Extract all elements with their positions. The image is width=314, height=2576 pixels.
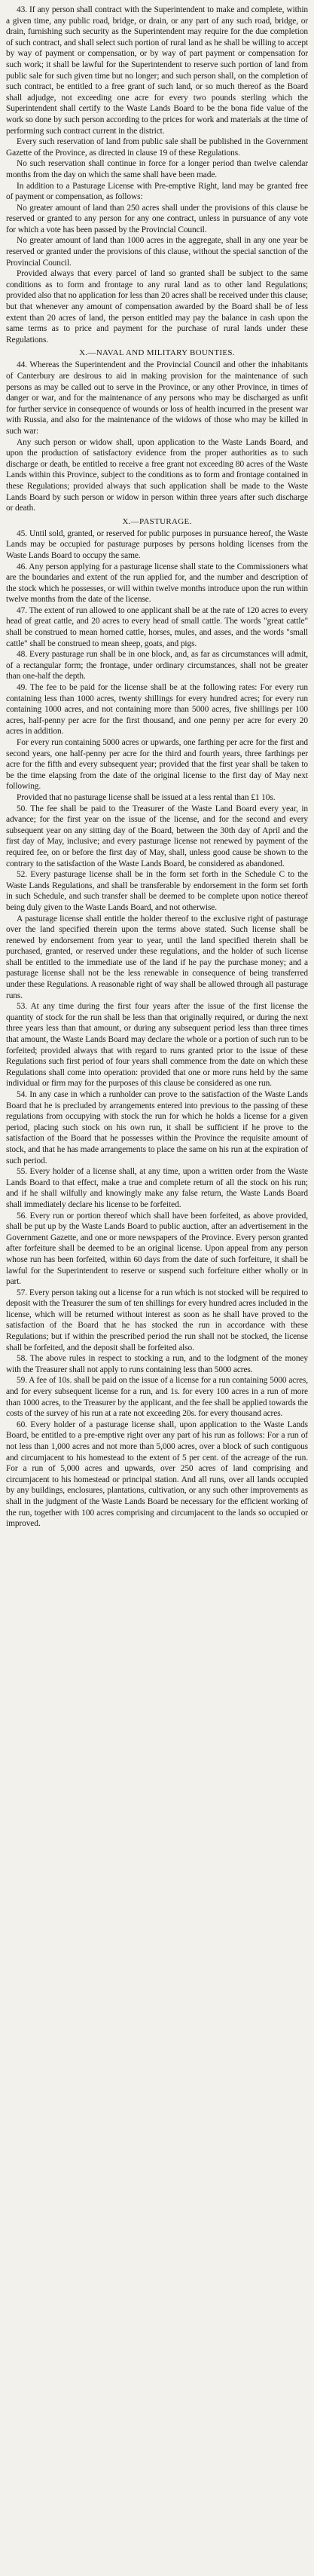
- clause-44: 44. Whereas the Superintendent and the Provincial Council and other the inhabitants of Canterbury are desirous to aid in making provision for the maintenance of such persons as may be called out to serve in the Province, or any other Province, in times of danger or war, and for the maintenance of any persons who may be discharged as unfit for further service in consequence of wounds or loss of health incurred in the present war with Russia, and also for the maintenance of the widows of those who may be killed in such war:: [6, 360, 308, 436]
- clause-52: 52. Every pasturage license shall be in the form set forth in the Schedule C to the Waste Lands Regulations, and shall be transferable by endorsement in the form set forth in such Schedule, and such transfer shall be deemed to be complete upon notice thereof being duly given to the Waste Lands Board, and not otherwise.: [6, 870, 308, 912]
- clause-56: 56. Every run or portion thereof which shall have been forfeited, as above provided, shall be put up by the Waste Lands Board to public auction, after an advertisement in the Government Gazette, and one or more newspapers of the Province. Every person granted after forfeiture shall be deemed to be an original license. Upon appeal from any person whose run has been forfeited, within 60 days from the date of such forfeiture, it shall be lawful for the Superintendent to reserve or suspend such forfeiture either wholly or in part.: [6, 1211, 308, 1287]
- clause-43-reservation-published: Every such reservation of land from public sale shall be published in the Government Gazette of the Province, as directed in clause 19 of these Regulations.: [6, 137, 308, 158]
- clause-43-proviso: Provided always that every parcel of land so granted shall be subject to the same conditions as to form and frontage to any rural land as to other land Regulations; provided also that no application for less than 20 acres shall be received under this clause; but that whenever any amount of compensation awarded by the Board shall be of less extent than 20 acres of land, the person entitled may pay the balance in cash upon the same terms as to price and payment for the purchase of rural lands under these Regulations.: [6, 269, 308, 345]
- clause-54: 54. In any case in which a runholder can prove to the satisfaction of the Waste Lands Board that he is precluded by arrangements entered into previous to the passing of these regulations from occupying with stock the run for which he holds a license for a given period, placing such stock on his own run, it shall be sufficient if he prove to the satisfaction of the Board that he possesses within the Province the requisite amount of stock, and that he has made arrangements to place the same on his run at the expiration of such period.: [6, 1090, 308, 1165]
- clause-43-max-per-year: No greater amount of land than 1000 acres in the aggregate, shall in any one year be reserved or granted under the provisions of this clause, without the special sanction of the Provincial Council.: [6, 236, 308, 268]
- clause-49: 49. The fee to be paid for the license shall be at the following rates: For every run containing less than 1000 acres, twenty shillings for every hundred acres; for every run containing 1000 acres, and not containing more than 5000 acres, five shillings per 100 acres, half-penny per acre for the first thousand, and one penny per acre for every 20 acres in addition.: [6, 683, 308, 737]
- clause-49-minimum-rental: Provided that no pasturage license shall be issued at a less rental than £1 10s.: [17, 792, 276, 802]
- clause-59: 59. A fee of 10s. shall be paid on the issue of a license for a run containing 5000 acres, and for every subsequent license for a run, and 1s. for every 100 acres in a run of more than 1000 acres, to the Treasurer by the applicant, and the fee shall be applied towards the costs of the survey of his run at a rate not exceeding 20s. for every thousand acres.: [6, 1376, 308, 1419]
- clause-48: 48. Every pasturage run shall be in one block, and, as far as circumstances will admit, of a rectangular form; the frontage, under ordinary circumstances, shall not be greater than one-half the depth.: [6, 650, 308, 682]
- clause-53: 53. At any time during the first four years after the issue of the first license the quantity of stock for the run shall be less than that originally required, or during the next three years less than that amount, or during any subsequent period less than three times that amount, the Waste Lands Board may declare the whole or a portion of such run to be forfeited; provided always that with regard to runs granted prior to the issue of these Regulations such first period of four years shall commence from the date on which these Regulations shall come into operation: provided that one or more runs held by the same individual or firm may for the purposes of this clause be considered as one run.: [6, 1002, 308, 1089]
- section-heading-pasturage: X.—PASTURAGE.: [122, 516, 192, 526]
- clause-52-license-rights: A pasturage license shall entitle the holder thereof to the exclusive right of pasturage over the land specified therein upon the terms above stated. Such license shall be renewed by endorsement from year to year, until the land specified therein shall be purchased, granted, or reserved under these regulations, and the holder of such license shall be entitled to the immediate use of the land if he pay the purchase money; and a pasturage license shall not be the less renewable in consequence of being transferred under these Regulations. A reasonable right of way shall be allowed through all pasturage runs.: [6, 914, 308, 1000]
- clause-44-grant: Any such person or widow shall, upon application to the Waste Lands Board, and upon the production of satisfactory evidence from the proper authorities as to such discharge or death, be entitled to receive a free grant not exceeding 80 acres of the Waste Lands within this Province, subject to the conditions as to form and frontage contained in these Regulations; provided always that such application shall be made to the Waste Lands Board by such person or widow in person within three years after such discharge or death.: [6, 437, 308, 513]
- clause-57: 57. Every person taking out a license for a run which is not stocked will be required to deposit with the Treasurer the sum of ten shillings for every hundred acres included in the license, which will be returned without interest as soon as he shall have proved to the satisfaction of the Board that he has stocked the run in accordance with these Regulations; but if within the prescribed period the run shall not be stocked, the license shall be forfeited, and the deposit shall be forfeited also.: [6, 1288, 308, 1352]
- clause-55: 55. Every holder of a license shall, at any time, upon a written order from the Waste Lands Board to that effect, make a true and complete return of all the stock on his run; and if he shall wilfully and knowingly make any false return, the Waste Lands Board shall immediately declare his license to be forfeited.: [6, 1167, 308, 1209]
- clause-45: 45. Until sold, granted, or reserved for public purposes in pursuance hereof, the Waste Lands may be occupied for pasturage purposes by persons holding licenses from the Waste Lands Board to occupy the same.: [6, 528, 308, 560]
- clause-58: 58. The above rules in respect to stocking a run, and to the lodgment of the money with the Treasurer shall not apply to runs containing less than 5000 acres.: [6, 1354, 308, 1374]
- clause-46: 46. Any person applying for a pasturage license shall state to the Commissioners what are the boundaries and extent of the run applied for, and the number and description of the stock which he possesses, or will within twelve months introduce upon the run within twelve months from the date of the license.: [6, 562, 308, 605]
- clause-49-large-runs: For every run containing 5000 acres or upwards, one farthing per acre for the first and second years, one half-penny per acre for the third and fourth years, three farthings per acre for the fifth and every subsequent year; provided that the first year shall be taken to be the time elapsing from the date of the original license to the first day of May next following.: [6, 738, 308, 792]
- clause-47: 47. The extent of run allowed to one applicant shall be at the rate of 120 acres to every head of great cattle, and 20 acres to every head of small cattle. The words "great cattle" shall be construed to mean horned cattle, horses, mules, and asses, and the words "small cattle" shall be construed to mean sheep, goats, and pigs.: [6, 605, 308, 648]
- clause-43-free-grant: In addition to a Pasturage License with Pre-emptive Right, land may be granted free of payment or compensation, as follows:: [6, 181, 308, 202]
- clause-50: 50. The fee shall be paid to the Treasurer of the Waste Land Board every year, in advance; for the first year on the issue of the license, and for the second and every subsequent year on any sitting day of the Board, between the 30th day of April and the first day of May, inclusive; and every pasturage license not renewed by payment of the required fee, on or before the first day of May, shall, unless good cause be shown to the contrary to the satisfaction of the Waste Lands Board, be considered as abandoned.: [6, 804, 308, 868]
- clause-60: 60. Every holder of a pasturage license shall, upon application to the Waste Lands Board, be entitled to a pre-emptive right over any part of his run as follows: For a run of not less than 1,000 acres and not more than 5,000 acres, over a block of such contiguous and circumjacent to his homestead to the extent of 5 per cent. of the acreage of the run. For a run of 5,000 acres and upwards, over 250 acres of land comprising and circumjacent to his homestead or principal station. And all runs, over all lands occupied by any buildings, enclosures, plantations, cultivation, or any such other improvements as shall in the judgment of the Waste Lands Board be necessary for the efficient working of the run, together with 100 acres comprising and circumjacent to the lands so occupied or improved.: [6, 1420, 308, 1529]
- section-heading-naval-military: X.—NAVAL AND MILITARY BOUNTIES.: [79, 348, 235, 358]
- clause-43-reservation-period: No such reservation shall continue in force for a longer period than twelve calendar months from the day on which the same shall have been made.: [6, 159, 308, 179]
- clause-43: 43. If any person shall contract with the Superintendent to make and complete, within a given time, any public road, bridge, or drain, or any part of any such road, bridge, or drain, furnishing such security as the Superintendent may require for the due completion of such contract, and shall select such portion of rural land as he shall be willing to accept by way of payment or compensation, or by way of part payment or compensation for such work; it shall be lawful for the Superintendent to reserve such portion of land from public sale for such given time but no longer; and such person shall, on the completion of such contract, be entitled to a free grant of such land, or so much thereof as the Board shall adjudge, not exceeding one acre for every two pounds sterling which the Superintendent shall certify to the Waste Lands Board to be the bona fide value of the work so done by such person according to the prices for work and materials at the time of performing such contract current in the district.: [6, 5, 308, 136]
- clause-43-max-per-contract: No greater amount of land than 250 acres shall under the provisions of this clause be reserved or granted to any person for any one contract, unless in pursuance of any vote for which a vote has been passed by the Provincial Council.: [6, 203, 308, 234]
